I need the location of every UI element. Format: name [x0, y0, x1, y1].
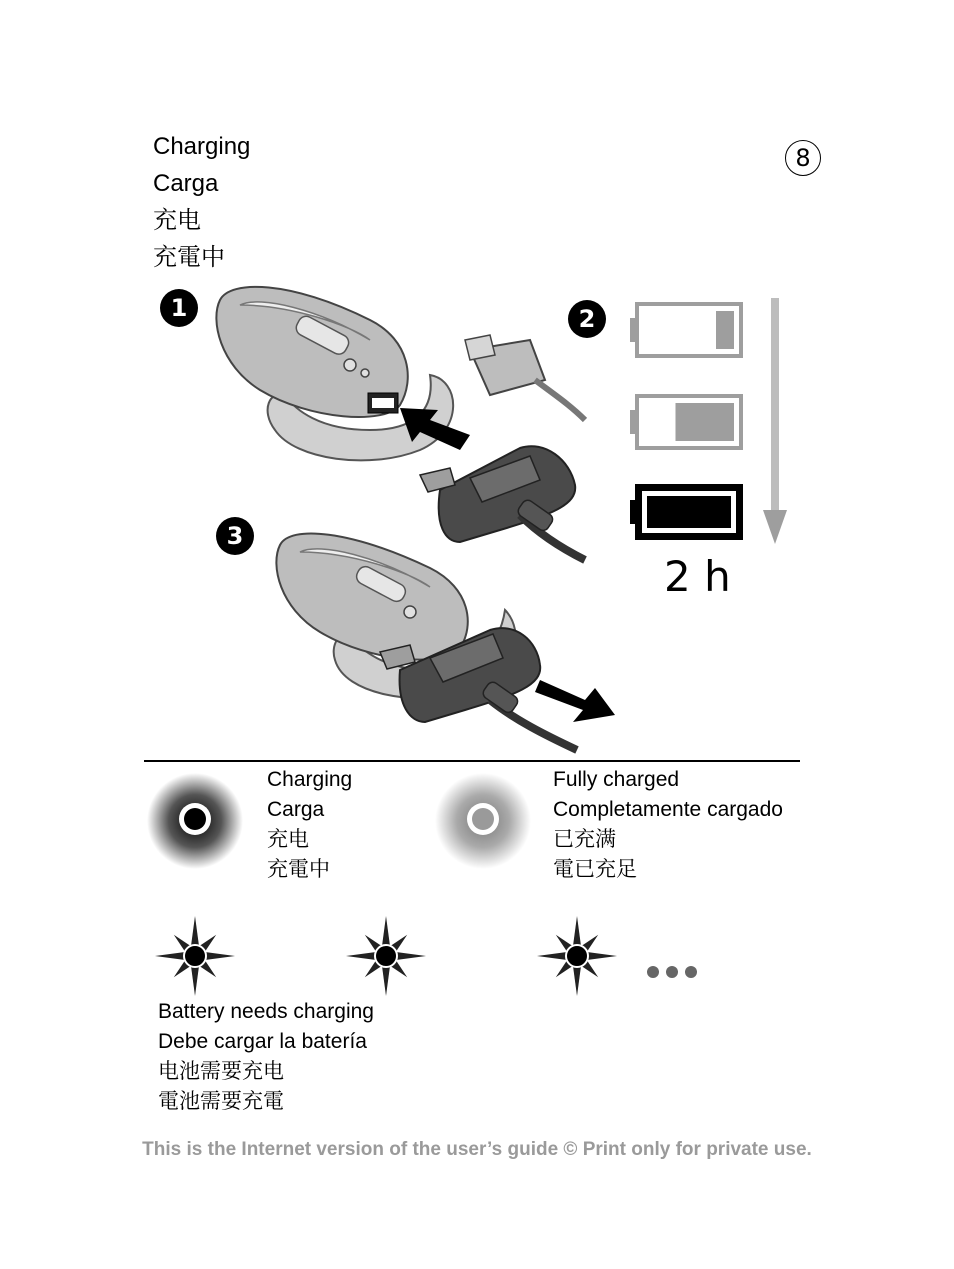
battery-icon	[630, 304, 741, 356]
step-1-badge: 1	[160, 289, 198, 327]
caption-needs-charging	[158, 997, 374, 1117]
caption-charging-es: Carga	[267, 798, 325, 821]
caption-needs-zh-tw: 電池需要充電	[158, 1090, 284, 1113]
down-arrow-icon	[760, 298, 790, 546]
led-flashing-icon	[536, 915, 618, 997]
title-es: Carga	[153, 170, 219, 197]
headset-charger-disconnect-illustration	[265, 530, 625, 755]
caption-charging	[267, 765, 352, 885]
caption-full-zh-tw: 電已充足	[553, 858, 637, 881]
ellipsis-icon	[645, 962, 700, 982]
led-flashing-icon	[154, 915, 236, 997]
title-en: Charging	[153, 133, 251, 160]
caption-fully-charged	[553, 765, 783, 885]
led-flashing-icon	[345, 915, 427, 997]
caption-needs-en: Battery needs charging	[158, 1000, 374, 1023]
step-3-badge: 3	[216, 517, 254, 555]
title-zh-tw: 充電中	[153, 244, 225, 271]
step-2-badge: 2	[568, 300, 606, 338]
headset-charger-connect-illustration	[200, 280, 600, 570]
caption-full-es: Completamente cargado	[553, 798, 783, 821]
caption-charging-zh-tw: 充電中	[267, 858, 330, 881]
led-fully-charged-icon	[434, 772, 532, 870]
caption-charging-zh-cn: 充电	[267, 828, 309, 851]
battery-levels	[630, 298, 755, 548]
section-divider	[144, 760, 800, 762]
caption-full-zh-cn: 已充满	[553, 828, 616, 851]
caption-needs-zh-cn: 电池需要充电	[158, 1060, 284, 1083]
battery-icon	[630, 488, 740, 537]
led-charging-icon	[146, 772, 244, 870]
caption-charging-en: Charging	[267, 768, 353, 791]
caption-full-en: Fully charged	[553, 768, 680, 791]
caption-needs-es: Debe cargar la batería	[158, 1030, 367, 1053]
footer-note: This is the Internet version of the user’s guide © Print only for private use.	[142, 1139, 812, 1160]
charge-duration: 2 h	[664, 552, 731, 601]
battery-icon	[630, 396, 741, 448]
title-block	[153, 128, 250, 276]
page-number: 8	[785, 140, 821, 176]
title-zh-cn: 充电	[153, 207, 201, 234]
